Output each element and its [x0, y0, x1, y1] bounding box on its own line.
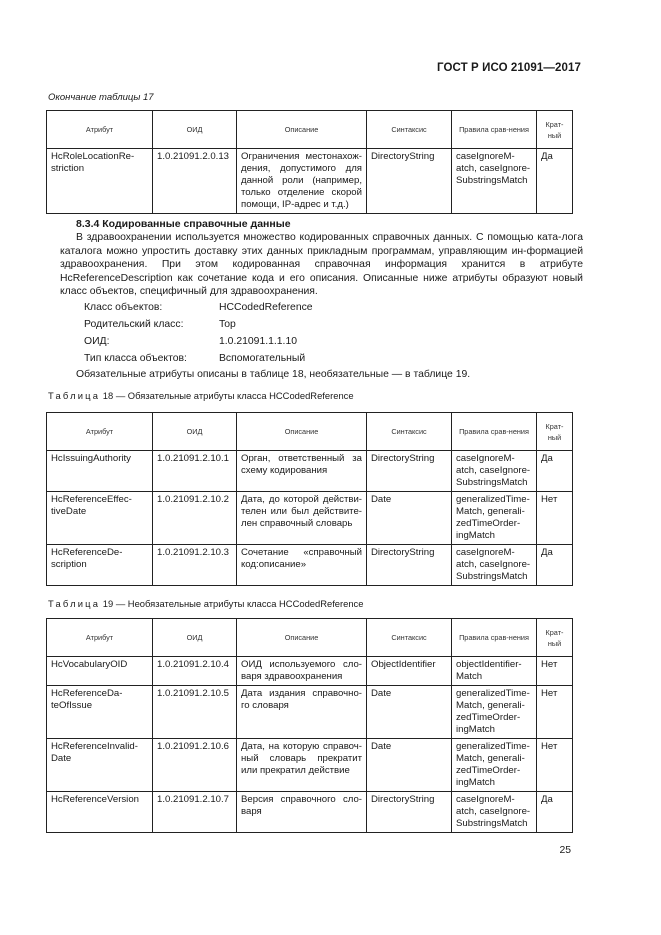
cell-syntax: DirectoryString: [367, 545, 452, 586]
table-row: [47, 149, 573, 214]
table-row: [47, 492, 573, 545]
table19-caption-text: 19 — Необязательные атрибуты класса HCCodedReference: [102, 598, 364, 609]
table-row: [47, 545, 573, 586]
cell-syntax: Date: [367, 686, 452, 739]
col-header-syntax: Синтаксис: [367, 413, 452, 451]
cell-multiple: Да: [537, 451, 573, 492]
table18-caption-text: 18 — Обязательные атрибуты класса HCCodedReference: [102, 390, 354, 401]
cell-attribute: HcIssuingAuthority: [47, 451, 153, 492]
cell-oid: 1.0.21091.2.10.1: [153, 451, 237, 492]
table-header-row: [47, 111, 573, 149]
cell-oid: 1.0.21091.2.10.2: [153, 492, 237, 545]
cell-attribute: HcReferenceEffec-tiveDate: [47, 492, 153, 545]
cell-matching: generalizedTime-Match, generali-zedTimeOrder-ingMatch: [452, 686, 537, 739]
property-label-oid: ОИД:: [84, 336, 110, 347]
cell-syntax: Date: [367, 492, 452, 545]
cell-multiple: Нет: [537, 686, 573, 739]
cell-syntax: Date: [367, 739, 452, 792]
table-19: [46, 618, 573, 833]
intro-paragraph: [60, 231, 583, 299]
cell-attribute: HcVocabularyOID: [47, 657, 153, 686]
col-header-description: Описание: [237, 619, 367, 657]
cell-oid: 1.0.21091.2.0.13: [153, 149, 237, 214]
property-label-object-class: Класс объектов:: [84, 302, 163, 313]
property-label-class-type: Тип класса объектов:: [84, 353, 187, 364]
cell-attribute: HcReferenceVersion: [47, 792, 153, 833]
property-value-oid: 1.0.21091.1.1.10: [219, 336, 298, 347]
cell-description: Орган, ответственный за схему кодирования: [237, 451, 367, 492]
cell-multiple: Нет: [537, 492, 573, 545]
cell-description: Версия справочного сло-варя: [237, 792, 367, 833]
col-header-matching: Правила срав-нения: [452, 619, 537, 657]
property-value-parent-class: Top: [219, 319, 236, 330]
col-header-description: Описание: [237, 111, 367, 149]
cell-matching: caseIgnoreM-atch, caseIgnore-SubstringsMatch: [452, 149, 537, 214]
cell-matching: generalizedTime-Match, generali-zedTimeOrder-ingMatch: [452, 492, 537, 545]
col-header-multiple: Крат-ный: [537, 413, 573, 451]
cell-attribute: HcReferenceInvalid-Date: [47, 739, 153, 792]
cell-matching: caseIgnoreM-atch, caseIgnore-SubstringsMatch: [452, 451, 537, 492]
cell-attribute: HcRoleLocationRe-striction: [47, 149, 153, 214]
cell-oid: 1.0.21091.2.10.4: [153, 657, 237, 686]
cell-description: Дата, на которую справоч-ный словарь прекратит или прекратил действие: [237, 739, 367, 792]
cell-oid: 1.0.21091.2.10.7: [153, 792, 237, 833]
standard-code: ГОСТ Р ИСО 21091—2017: [436, 62, 581, 74]
col-header-oid: ОИД: [153, 619, 237, 657]
property-value-class-type: Вспомогательный: [219, 353, 306, 364]
cell-multiple: Нет: [537, 739, 573, 792]
page-number: 25: [559, 845, 571, 856]
table-row: [47, 792, 573, 833]
table-row: [47, 686, 573, 739]
cell-description: Дата издания справочно-го словаря: [237, 686, 367, 739]
table19-caption-prefix: Таблица: [48, 598, 101, 609]
cell-description: ОИД используемого сло-варя здравоохранения: [237, 657, 367, 686]
col-header-oid: ОИД: [153, 111, 237, 149]
cell-matching: caseIgnoreM-atch, caseIgnore-SubstringsMatch: [452, 545, 537, 586]
cell-attribute: HcReferenceDa-teOfIssue: [47, 686, 153, 739]
property-label-parent-class: Родительский класс:: [84, 319, 184, 330]
intro-text: В здравоохранении используется множество кодированных справочных данных. С помощью ката-логa каталога можно упростить доставку этих данных прикладным программам, управляющим ин-формацией здравоохранения. При этом кодированная справочная информация хранится в атрибуте HcReferenceDescription как сочетание кода и его описания. Описанные ниже атрибуты образуют новый класс объектов, специфичный для здравоохранения.: [60, 232, 583, 298]
col-header-description: Описание: [237, 413, 367, 451]
section-heading: 8.3.4 Кодированные справочные данные: [76, 218, 291, 230]
table-17: [46, 110, 573, 214]
col-header-syntax: Синтаксис: [367, 619, 452, 657]
col-header-multiple: Крат-ный: [537, 619, 573, 657]
col-header-matching: Правила срав-нения: [452, 111, 537, 149]
col-header-attribute: Атрибут: [47, 413, 153, 451]
table-row: [47, 739, 573, 792]
col-header-attribute: Атрибут: [47, 619, 153, 657]
cell-matching: caseIgnoreM-atch, caseIgnore-SubstringsMatch: [452, 792, 537, 833]
cell-syntax: DirectoryString: [367, 451, 452, 492]
table-row: [47, 451, 573, 492]
cell-oid: 1.0.21091.2.10.6: [153, 739, 237, 792]
table-header-row: [47, 619, 573, 657]
cell-oid: 1.0.21091.2.10.3: [153, 545, 237, 586]
cell-description: Дата, до которой действи-телен или был действите-лен справочный словарь: [237, 492, 367, 545]
cell-multiple: Нет: [537, 657, 573, 686]
col-header-matching: Правила срав-нения: [452, 413, 537, 451]
col-header-attribute: Атрибут: [47, 111, 153, 149]
cell-multiple: Да: [537, 545, 573, 586]
table17-caption: Окончание таблицы 17: [48, 92, 154, 103]
attributes-note: Обязательные атрибуты описаны в таблице 18, необязательные — в таблице 19.: [76, 369, 471, 380]
cell-description: Сочетание «справочный код:описание»: [237, 545, 367, 586]
cell-syntax: ObjectIdentifier: [367, 657, 452, 686]
cell-syntax: DirectoryString: [367, 149, 452, 214]
col-header-multiple: Крат-ный: [537, 111, 573, 149]
property-value-object-class: HCCodedReference: [219, 302, 313, 313]
cell-multiple: Да: [537, 792, 573, 833]
table18-caption-prefix: Таблица: [48, 390, 101, 401]
cell-oid: 1.0.21091.2.10.5: [153, 686, 237, 739]
col-header-syntax: Синтаксис: [367, 111, 452, 149]
cell-matching: objectIdentifier-Match: [452, 657, 537, 686]
table18-caption: [48, 390, 354, 401]
cell-description: Ограничения местонахож-дения, допустимого для данной роли (например, только отделение скорой помощи, IP-адрес и т.д.): [237, 149, 367, 214]
cell-attribute: HcReferenceDe-scription: [47, 545, 153, 586]
table19-caption: [48, 598, 363, 609]
cell-multiple: Да: [537, 149, 573, 214]
table-18: [46, 412, 573, 586]
cell-matching: generalizedTime-Match, generali-zedTimeOrder-ingMatch: [452, 739, 537, 792]
table-header-row: [47, 413, 573, 451]
cell-syntax: DirectoryString: [367, 792, 452, 833]
table-row: [47, 657, 573, 686]
col-header-oid: ОИД: [153, 413, 237, 451]
